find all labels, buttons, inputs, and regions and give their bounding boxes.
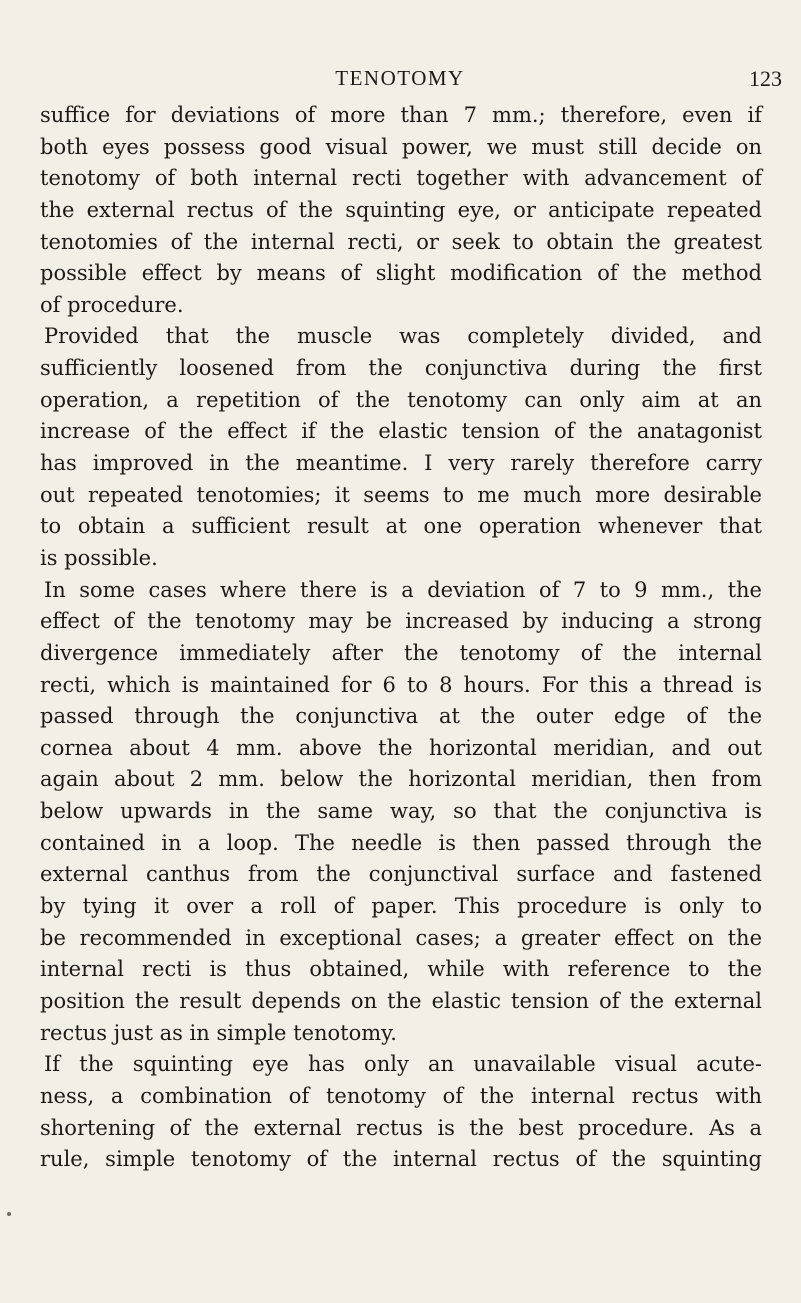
- header-title: TENOTOMY: [335, 66, 465, 90]
- text-line: of procedure.: [40, 292, 184, 317]
- text-line: is possible.: [40, 545, 158, 570]
- text-line: divergence immediately after the tenotomy of the internal: [40, 640, 762, 665]
- text-line: the external rectus of the squinting eye, or anticipate repeated: [40, 197, 762, 222]
- text-line: ness, a combination of tenotomy of the internal rectus with: [40, 1083, 762, 1108]
- text-line: effect of the tenotomy may be increased by inducing a strong: [40, 609, 762, 634]
- page-number: 123: [749, 66, 782, 91]
- running-head: [40, 66, 782, 96]
- margin-mark: [7, 1212, 11, 1216]
- text-line: suffice for deviations of more than 7 mm.; therefore, even if: [40, 103, 762, 127]
- text-line: by tying it over a roll of paper. This procedure is only to: [40, 894, 762, 919]
- text-line: both eyes possess good visual power, we must still decide on: [40, 134, 762, 159]
- text-line: internal recti is thus obtained, while with reference to the: [40, 957, 762, 982]
- text-line: If the squinting eye has only an unavailable visual acute-: [44, 1052, 762, 1077]
- text-line: position the result depends on the elastic tension of the external: [40, 988, 762, 1013]
- body-text: [40, 100, 762, 1176]
- text-line: possible effect by means of slight modification of the method: [40, 261, 762, 286]
- text-line: external canthus from the conjunctival surface and fastened: [40, 862, 762, 887]
- text-line: recti, which is maintained for 6 to 8 hours. For this a thread is: [40, 672, 762, 697]
- text-line: operation, a repetition of the tenotomy can only aim at an: [40, 387, 762, 412]
- text-line: tenotomies of the internal recti, or seek to obtain the greatest: [40, 229, 762, 254]
- text-line: In some cases where there is a deviation of 7 to 9 mm., the: [44, 577, 762, 602]
- text-line: again about 2 mm. below the horizontal meridian, then from: [40, 767, 762, 792]
- text-line: Provided that the muscle was completely divided, and: [44, 324, 762, 349]
- text-line: shortening of the external rectus is the best procedure. As a: [40, 1115, 762, 1140]
- text-line: tenotomy of both internal recti together with advancement of: [40, 166, 762, 191]
- text-line: out repeated tenotomies; it seems to me much more desirable: [40, 482, 762, 507]
- text-line: has improved in the meantime. I very rarely therefore carry: [40, 451, 762, 476]
- text-line: rectus just as in simple tenotomy.: [40, 1020, 397, 1045]
- text-line: passed through the conjunctiva at the outer edge of the: [40, 704, 762, 729]
- text-line: be recommended in exceptional cases; a greater effect on the: [40, 925, 762, 950]
- text-line: increase of the effect if the elastic tension of the anatagonist: [40, 419, 762, 444]
- text-line: cornea about 4 mm. above the horizontal meridian, and out: [40, 735, 762, 760]
- text-line: to obtain a sufficient result at one operation whenever that: [40, 514, 762, 539]
- text-line: rule, simple tenotomy of the internal rectus of the squinting: [40, 1147, 762, 1172]
- text-line: below upwards in the same way, so that the conjunctiva is: [40, 799, 762, 824]
- text-line: sufficiently loosened from the conjunctiva during the first: [40, 356, 762, 381]
- text-line: contained in a loop. The needle is then passed through the: [40, 830, 762, 855]
